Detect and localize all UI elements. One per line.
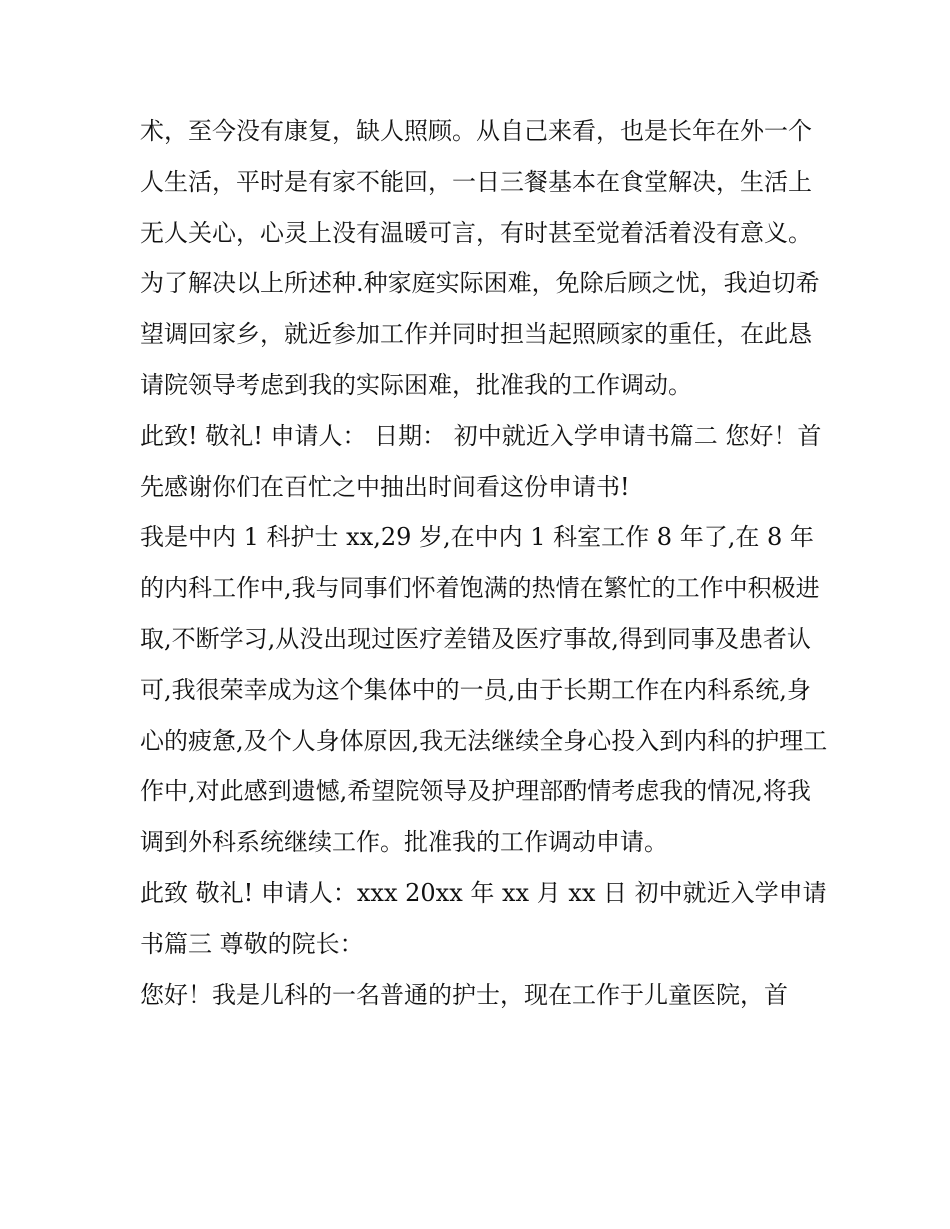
paragraph-nurse-introduction: 我是中内 1 科护士 xx,29 岁,在中内 1 科室工作 8 年了,在 8 年的内科工作中,我与同事们怀着饱满的热情在繁忙的工作中积极进取,不断学习,从没出现过医疗差错及医疗事故,得到同事及患者认可,我很荣幸成为这个集体中的一员,由于长期工作在内科系统,身心的疲惫,及个人身体原因,我无法继续全身心投入到内科的护理工作中,对此感到遗憾,希望院领导及护理部酌情考虑我的情况,将我调到外科系统继续工作。批准我的工作调动申请。	[140, 523, 828, 857]
paragraph-closing-and-letter-two-opening: 此致! 敬礼! 申请人： 日期： 初中就近入学申请书篇二 您好！首先感谢你们在百忙之中抽出时间看这份申请书!	[140, 421, 822, 501]
document-body	[140, 106, 830, 1020]
paragraph-family-hardship: 术，至今没有康复，缺人照顾。从自己来看，也是长年在外一个人生活，平时是有家不能回，一日三餐基本在食堂解决，生活上无人关心，心灵上没有温暖可言，有时甚至觉着活着没有意义。	[140, 117, 812, 247]
paragraph-letter-three-opening: 您好！我是儿科的一名普通的护士，现在工作于儿童医院，首	[140, 980, 788, 1009]
paragraph-closing-and-letter-three-heading: 此致 敬礼! 申请人：xxx 20xx 年 xx 月 xx 日 初中就近入学申请书篇三 尊敬的院长：	[140, 878, 827, 958]
paragraph-transfer-request: 为了解决以上所述种.种家庭实际困难，免除后顾之忧，我迫切希望调回家乡，就近参加工作并同时担当起照顾家的重任，在此恳请院领导考虑到我的实际困难，批准我的工作调动。	[140, 269, 820, 399]
